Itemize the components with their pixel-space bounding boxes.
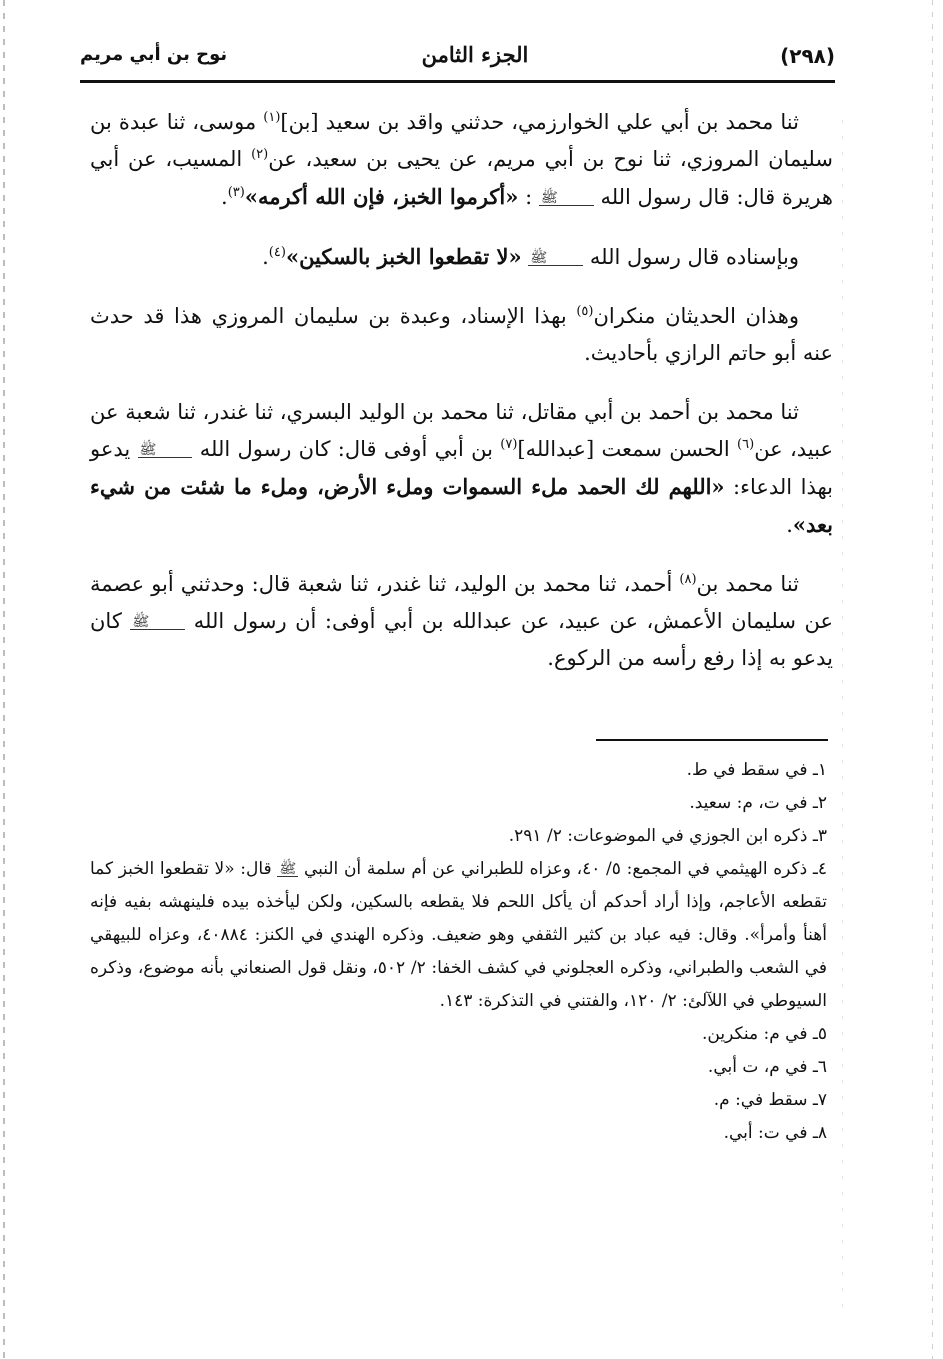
text-run: المسيب، عن أبي هريرة قال: قال رسول الله: [90, 147, 833, 209]
scan-artifact-line: [842, 120, 843, 1320]
text-run: كان يدعو به إذا رفع رأسه من الركوع.: [90, 609, 833, 670]
honorific-symbol: ﷺ: [130, 615, 185, 630]
text-run: قال: «لا تقطعوا الخبز كما تقطعه الأعاجم، وإذا أراد أحدكم أن يأكل اللحم فلا يقطعه بالسكين، ولكن ليأخذه بيده فلينهشه بفيه فإنه أهنأ وأمرأ». وقال: فيه عباد بن كثير الثقفي وهو ضعيف. وذكره الهندي في الكنز: ٤٠٨٨٤، وعزاه للبيهقي في الشعب والطبراني، وذكره العجلوني في كشف الخفا: ٢/ ٥٠٢، ونقل قول الصنعاني بأنه موضوع، وذكره السيوطي في اللآلئ: ٢/ ١٢٠، والفتني في التذكرة: ١٤٣.: [90, 859, 827, 1011]
footnote-ref-4: (٤): [268, 245, 286, 260]
footnotes: [90, 754, 827, 1150]
footnote-ref-1: (١): [263, 110, 281, 125]
text-run: يدعو بهذا الدعاء:: [90, 437, 833, 499]
page-number: (٢٩٨): [780, 44, 835, 68]
text-run: الحسن سمعت [عبدالله]: [517, 437, 738, 461]
scan-edge-left: [3, 0, 5, 1359]
hadith-quote: «أكرموا الخبز، فإن الله أكرمه»: [244, 184, 519, 209]
text-run: وبإسناده قال رسول الله: [583, 245, 799, 269]
footnote-ref-5: (٥): [576, 304, 594, 319]
paragraph-3: [90, 298, 833, 372]
text-run: وهذان الحديثان منكران: [593, 304, 800, 328]
dua-quote: «اللهم لك الحمد ملء السموات وملء الأرض، وملء ما شئت من شيء بعد»: [90, 474, 833, 537]
text-run: .: [786, 513, 793, 537]
text-run: ٤ـ ذكره الهيثمي في المجمع: ٥/ ٤٠، وعزاه للطبراني عن أم سلمة أن النبي: [298, 859, 827, 879]
footnote-6: ٦ـ في م، ت أبي.: [707, 1057, 827, 1077]
footnote-8: ٨ـ في ت: أبي.: [723, 1123, 827, 1143]
footnote-7: ٧ـ سقط في: م.: [713, 1090, 827, 1110]
header-rule: [80, 80, 835, 83]
text-run: ثنا محمد بن: [696, 572, 800, 596]
running-header: [80, 40, 835, 80]
footnote-ref-2: (٢): [251, 147, 269, 162]
footnote-2: ٢ـ في ت، م: سعيد.: [689, 793, 827, 813]
text-run: أحمد، ثنا محمد بن الوليد، ثنا غندر، ثنا شعبة قال: وحدثني أبو عصمة عن سليمان الأعمش، عن عبيد، عن عبدالله بن أبي أوفى: أن رسول الله: [90, 572, 833, 633]
part-title: الجزء الثامن: [421, 42, 529, 67]
honorific-symbol: ﷺ: [279, 861, 297, 877]
footnote-separator: [596, 739, 828, 741]
text-run: موسى، ثنا عبدة بن سليمان المروزي، ثنا نوح بن أبي مريم، عن يحيى بن سعيد، عن: [90, 110, 833, 171]
text-run: .: [262, 245, 269, 269]
footnote-ref-7: (٧): [500, 437, 518, 452]
text-run: ثنا محمد بن أبي علي الخوارزمي، حدثني واقد بن سعيد [بن]: [280, 110, 799, 134]
scan-edge-right: [932, 0, 933, 1359]
entry-name: نوح بن أبي مريم: [80, 44, 228, 65]
footnote-ref-3: (٣): [227, 185, 245, 200]
paragraph-5: [90, 566, 833, 677]
text-run: .: [221, 185, 228, 209]
honorific-symbol: ﷺ: [528, 251, 583, 266]
text-run: ثنا محمد بن أحمد بن أبي مقاتل، ثنا محمد بن الوليد البسري، ثنا غندر، ثنا شعبة عن عبيد، عن: [90, 400, 834, 461]
text-run: بهذا الإسناد، وعبدة بن سليمان المروزي هذا قد حدث عنه أبو حاتم الرازي بأحاديث.: [90, 304, 833, 365]
footnote-ref-6: (٦): [737, 437, 755, 452]
honorific-symbol: ﷺ: [539, 191, 594, 206]
paragraph-1: [90, 104, 833, 216]
footnote-1: ١ـ في سقط في ط.: [686, 760, 827, 780]
honorific-symbol: ﷺ: [138, 443, 193, 458]
text-run: [522, 245, 529, 269]
paragraph-4: [90, 394, 833, 544]
paragraph-2: [90, 238, 833, 276]
footnote-3: ٣ـ ذكره ابن الجوزي في الموضوعات: ٢/ ٢٩١.: [508, 826, 827, 846]
main-text: [90, 104, 833, 699]
footnote-4: [90, 853, 827, 1018]
footnote-5: ٥ـ في م: منكرين.: [702, 1024, 827, 1044]
text-run: بن أبي أوفى قال: كان رسول الله: [192, 437, 501, 461]
text-run: :: [518, 185, 539, 209]
hadith-quote: «لا تقطعوا الخبز بالسكين»: [285, 244, 522, 269]
footnote-ref-8: (٨): [679, 572, 697, 587]
